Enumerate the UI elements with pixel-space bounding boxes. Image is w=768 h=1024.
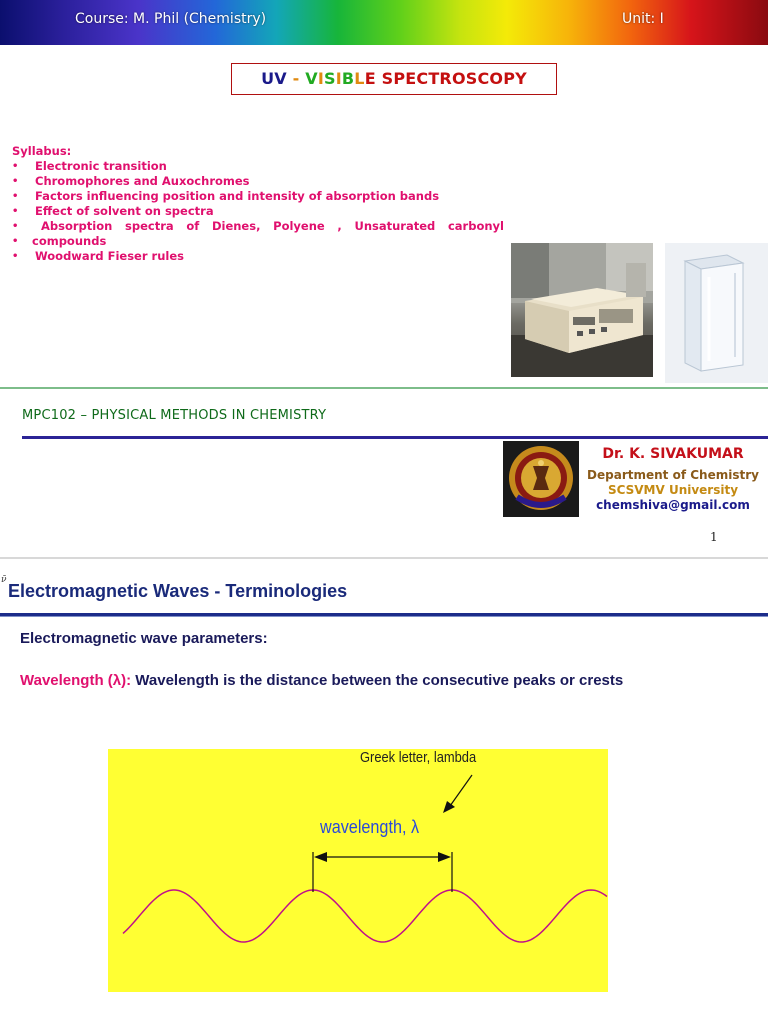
author-department: Department of Chemistry	[587, 468, 759, 482]
title-uv: UV	[261, 69, 287, 88]
course-code: MPC102 – PHYSICAL METHODS IN CHEMISTRY	[22, 408, 327, 423]
slide-title	[231, 63, 557, 95]
list-item: • Electronic transition	[12, 159, 504, 174]
unit-label: Unit: I	[622, 11, 664, 27]
title-letter: I	[317, 69, 324, 88]
author-university: SCSVMV University	[607, 483, 739, 497]
lambda-pointer-arrowhead	[443, 801, 455, 813]
course-label: Course: M. Phil (Chemistry)	[75, 11, 267, 27]
span-arrowhead-right	[438, 852, 451, 862]
title-letter: V	[305, 69, 318, 88]
nu-bar-symbol: ν̄	[1, 575, 7, 585]
wavelength-def: Wavelength is the distance between the consecutive peaks or crests	[131, 672, 624, 689]
list-item: • Woodward Fieser rules	[12, 249, 504, 264]
greek-letter-label: Greek letter, lambda	[360, 749, 477, 766]
title-visible	[305, 69, 376, 88]
list-item-text: • Absorption spectra of Dienes, Polyene , Unsaturated carbonyl	[41, 219, 504, 233]
author-email: chemshiva@gmail.com	[596, 498, 750, 512]
slide2-title: Electromagnetic Waves - Terminologies	[8, 581, 348, 601]
title-letter: L	[354, 69, 365, 88]
sine-wave	[123, 890, 607, 942]
divider	[22, 436, 768, 439]
wavelength-definition	[20, 672, 623, 689]
title-spectroscopy: SPECTROSCOPY	[375, 69, 527, 88]
list-item-continuation	[12, 234, 504, 249]
list-item	[12, 219, 504, 234]
em-params-heading: Electromagnetic wave parameters:	[20, 630, 268, 647]
author-block	[578, 441, 768, 512]
title-letter: S	[323, 69, 336, 88]
title-letter: I	[335, 69, 342, 88]
author-name: Dr. K. SIVAKUMAR	[602, 446, 744, 462]
title-letter: E	[364, 69, 376, 88]
syllabus-block	[12, 144, 504, 264]
title-dash: -	[286, 69, 306, 88]
list-item: • Effect of solvent on spectra	[12, 204, 504, 219]
span-arrowhead-left	[314, 852, 327, 862]
list-item: • Chromophores and Auxochromes	[12, 174, 504, 189]
cuvette-image	[665, 243, 768, 383]
divider	[0, 616, 768, 617]
page-number: 1	[710, 530, 718, 544]
wavelength-diagram	[108, 749, 608, 992]
syllabus-list	[12, 159, 504, 264]
list-item: • Factors influencing position and intensity of absorption bands	[12, 189, 504, 204]
university-logo	[503, 441, 579, 517]
spectrophotometer-image	[511, 243, 653, 377]
lambda-pointer-line	[450, 775, 472, 806]
title-letter: B	[341, 69, 355, 88]
slide-separator	[0, 557, 768, 559]
wavelength-term: Wavelength (λ):	[20, 672, 132, 689]
wavelength-label: wavelength, λ	[320, 817, 420, 837]
divider	[0, 387, 768, 389]
header-banner	[0, 0, 768, 45]
syllabus-heading: Syllabus:	[12, 144, 72, 158]
list-item-text: compounds	[32, 234, 107, 248]
